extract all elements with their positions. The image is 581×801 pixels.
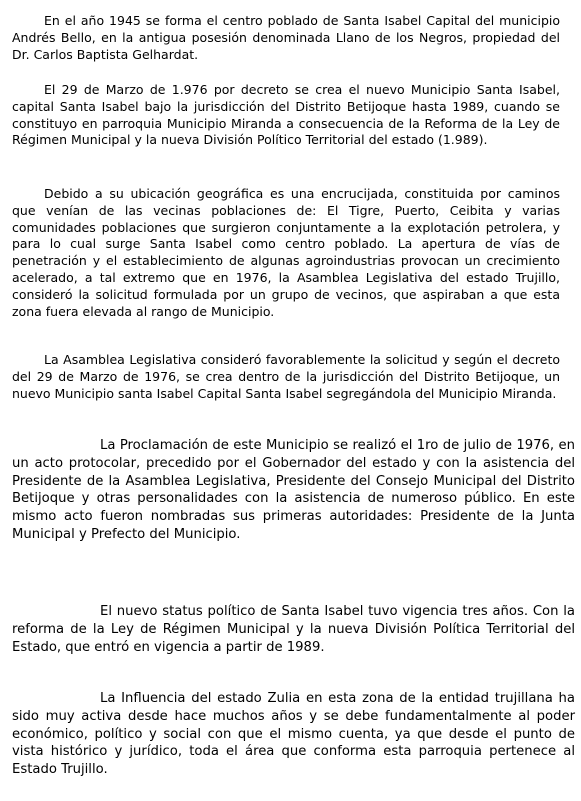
paragraph-founding-1945: En el año 1945 se forma el centro poblado de Santa Isabel Capital del municipio Andrés Bello, en la antigua posesión denominada Llano de los Negros, propiedad del Dr. Carlos Baptista Gelhardat. (12, 13, 560, 62)
paragraph-political-status: El nuevo status político de Santa Isabel tuvo vigencia tres años. Con la reforma de la Ley de Régimen Municipal y la nueva División Política Territorial del Estado, que entró en vigencia a partir de 1989. (12, 604, 575, 655)
paragraph-legislative-assembly: La Asamblea Legislativa consideró favorablemente la solicitud y según el decreto del 29 de Marzo de 1976, se crea dentro de la jurisdicción del Distrito Betijoque, un nuevo Municipio santa Isabel Capital Santa Isabel segregándola del Municipio Miranda. (12, 352, 560, 401)
paragraph-proclamation: La Proclamación de este Municipio se realizó el 1ro de julio de 1976, en un acto protocolar, precedido por el Gobernador del estado y con la asistencia del Presidente de la Asamblea Legislativa, Presidente del Consejo Municipal del Distrito Betijoque y otras personalidades con la asistencia de numeroso público. En este mismo acto fueron nombradas sus primeras autoridades: Presidente de la Junta Municipal y Prefecto del Municipio. (12, 438, 575, 542)
paragraph-decree-1976: El 29 de Marzo de 1.976 por decreto se crea el nuevo Municipio Santa Isabel, capital Santa Isabel bajo la jurisdicción del Distrito Betijoque hasta 1989, cuando se constituyo en parroquia Municipio Miranda a consecuencia de la Reforma de la Ley de Régimen Municipal y la nueva División Político Territorial del estado (1.989). (12, 82, 560, 148)
paragraph-geography: Debido a su ubicación geográfica es una encrucijada, constituida por caminos que venían de las vecinas poblaciones de: El Tigre, Puerto, Ceibita y varias comunidades poblaciones que surgieron conjuntamente a la explotación petrolera, y para lo cual surge Santa Isabel como centro poblado. La apertura de vías de penetración y el establecimiento de algunas agroindustrias provocan un crecimiento acelerado, a tal extremo que en 1976, la Asamblea Legislativa del estado Trujillo, consideró la solicitud formulada por un grupo de vecinos, que aspiraban a que esta zona fuera elevada al rango de Municipio. (12, 186, 560, 319)
paragraph-zulia-influence: La Influencia del estado Zulia en esta zona de la entidad trujillana ha sido muy activa desde hace muchos años y se debe fundamentalmente al poder económico, político y social con que el mismo cuenta, ya que desde el punto de vista histórico y jurídico, toda el área que conforma esta parroquia pertenece al Estado Trujillo. (12, 691, 575, 778)
